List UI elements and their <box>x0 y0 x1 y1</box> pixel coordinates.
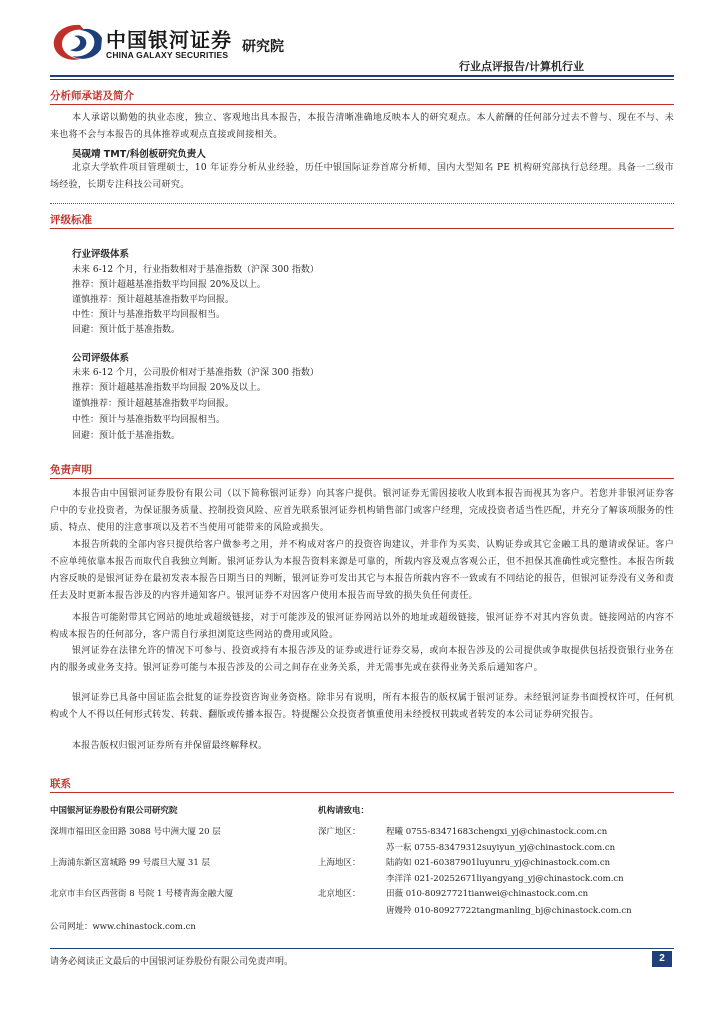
disclaimer-paragraph: 本报告所载的全部内容只提供给客户做参考之用，并不构成对客户的投资咨询建议，并非作为买卖、认购证券或其它金融工具的邀请或保证。客户不应单纯依靠本报告而取代自我独立判断。银河证券认为本报告资料来源是可靠的，所载内容及观点客观公正，但不担保其准确性或完整性。本报告所载内容反映的是银河证券在最初发表本报告日期当日的判断，银河证券可发出其它与本报告所载内容不一致或有不同结论的报告，但银河证券没有义务和责任去及时更新本报告涉及的内容并通知客户。银河证券不对因客户使用本报告而导致的损失负任何责任。 <box>50 540 674 601</box>
region-label: 北京地区： <box>318 889 361 899</box>
region-label: 深广地区： <box>318 827 361 837</box>
institute-label: 研究院 <box>242 39 284 55</box>
company-rating-heading: 公司评级体系 <box>72 353 130 364</box>
disclaimer-paragraph: 本报告可能附带其它网站的地址或超级链接，对于可能涉及的银河证券网站以外的地址或超级链接，银河证券不对其内容负责。链接网站的内容不构成本报告的任何部分，客户需自行承担浏览这些网站的费用或风险。 <box>50 613 674 640</box>
contact-person[interactable]: 程曦 0755-83471683chengxi_yj@chinastock.com.cn <box>386 827 608 837</box>
brand-name-cn: 中国银河证券 <box>106 28 232 52</box>
analyst-section-title: 分析师承诺及简介 <box>50 90 134 102</box>
disclaimer-paragraph: 银河证券已具备中国证监会批复的证券投资咨询业务资格。除非另有说明，所有本报告的版权属于银河证券。未经银河证券书面授权许可，任何机构或个人不得以任何形式转发、转载、翻版或传播本报告。特提醒公众投资者慎重使用未经授权刊载或者转发的本公司证券研究报告。 <box>50 693 674 720</box>
disclaimer-paragraph: 本报告由中国银河证券股份有限公司（以下简称银河证券）向其客户提供。银河证券无需因接收人收到本报告而视其为客户。若您并非银河证券客户中的专业投资者，为保证服务质量、控制投资风险、应首先联系银河证券机构销售部门或客户经理，完成投资者适当性匹配，并充分了解该项服务的性质、特点、使用的注意事项以及若不当使用可能带来的风险或损失。 <box>50 489 674 533</box>
industry-rating-line: 推荐：预计超越基准指数平均回报 20%及以上。 <box>72 280 266 290</box>
industry-rating-heading: 行业评级体系 <box>72 249 130 260</box>
office-address: 深圳市福田区金田路 3088 号中洲大厦 20 层 <box>50 827 221 837</box>
analyst-statement: 本人承诺以勤勉的执业态度，独立、客观地出具本报告，本报告清晰准确地反映本人的研究观点。本人薪酬的任何部分过去不曾与、现在不与、未来也将不会与本报告的具体推荐或观点直接或间接相关。 <box>50 113 674 140</box>
company-rating-line: 回避：预计低于基准指数。 <box>72 431 181 441</box>
company-website[interactable]: 公司网址：www.chinastock.com.cn <box>50 922 196 932</box>
footer-note: 请务必阅读正文最后的中国银河证券股份有限公司免责声明。 <box>50 957 294 967</box>
disclaimer-paragraph: 银河证券在法律允许的情况下可参与、投资或持有本报告涉及的证券或进行证券交易，或向本报告涉及的公司提供或争取提供包括投资银行业务在内的服务或业务支持。银河证券可能与本报告涉及的公司之间存在业务关系，并无需事先或在获得业务关系后通知客户。 <box>50 646 674 673</box>
industry-rating-line: 未来 6-12 个月，行业指数相对于基准指数（沪深 300 指数） <box>72 265 319 275</box>
section-rule <box>50 228 674 229</box>
company-rating-line: 未来 6-12 个月，公司股价相对于基准指数（沪深 300 指数） <box>72 368 319 378</box>
galaxy-logo <box>50 22 104 64</box>
dotted-divider <box>50 203 674 204</box>
contact-person[interactable]: 唐嫚羚 010-80927722tangmanling_bj@chinastock.com.cn <box>386 906 632 916</box>
analyst-bio: 北京大学软件项目管理硕士，10 年证券分析从业经验，历任中银国际证券首席分析师，国内大型知名 PE 机构研究部执行总经理。具备一二级市场经验，长期专注科技公司研究。 <box>50 163 674 190</box>
report-type-label: 行业点评报告/计算机行业 <box>458 60 584 73</box>
section-rule <box>50 792 674 793</box>
analyst-name: 吴砚靖 TMT/科创板研究负责人 <box>72 149 206 160</box>
page-number: 2 <box>652 951 672 967</box>
disclaimer-section-title: 免责声明 <box>50 464 92 476</box>
company-rating-line: 谨慎推荐：预计超越基准指数平均回报。 <box>72 399 235 409</box>
header-divider <box>50 75 674 77</box>
header-divider-thin <box>50 79 674 80</box>
brand-name-en: CHINA GALAXY SECURITIES <box>106 50 229 60</box>
contact-person[interactable]: 李洋洋 021-20252671liyangyang_yj@chinastock.com.cn <box>386 874 624 884</box>
section-rule <box>50 478 674 479</box>
disclaimer-paragraph: 本报告版权归银河证券所有并保留最终解释权。 <box>72 741 268 751</box>
contact-person[interactable]: 田薇 010-80927721tianwei@chinastock.com.cn <box>386 889 589 899</box>
contact-company: 中国银河证券股份有限公司研究院 <box>50 806 178 816</box>
rating-section-title: 评级标准 <box>50 214 92 226</box>
contact-inquiry-label: 机构请致电： <box>318 806 370 816</box>
contact-person[interactable]: 陆韵如 021-60387901luyunru_yj@chinastock.com.cn <box>386 858 611 868</box>
section-rule <box>50 104 674 105</box>
footer-divider <box>50 948 674 949</box>
office-address: 北京市丰台区西营街 8 号院 1 号楼青海金融大厦 <box>50 889 234 899</box>
office-address: 上海浦东新区富城路 99 号震旦大厦 31 层 <box>50 858 210 868</box>
contact-section-title: 联系 <box>50 778 71 790</box>
industry-rating-line: 回避：预计低于基准指数。 <box>72 325 181 335</box>
region-label: 上海地区： <box>318 858 361 868</box>
contact-person[interactable]: 苏一耘 0755-83479312suyiyun_yj@chinastock.com.cn <box>386 843 616 853</box>
company-rating-line: 中性：预计与基准指数平均回报相当。 <box>72 415 226 425</box>
industry-rating-line: 中性：预计与基准指数平均回报相当。 <box>72 310 226 320</box>
industry-rating-line: 谨慎推荐：预计超越基准指数平均回报。 <box>72 295 235 305</box>
company-rating-line: 推荐：预计超越基准指数平均回报 20%及以上。 <box>72 383 266 393</box>
